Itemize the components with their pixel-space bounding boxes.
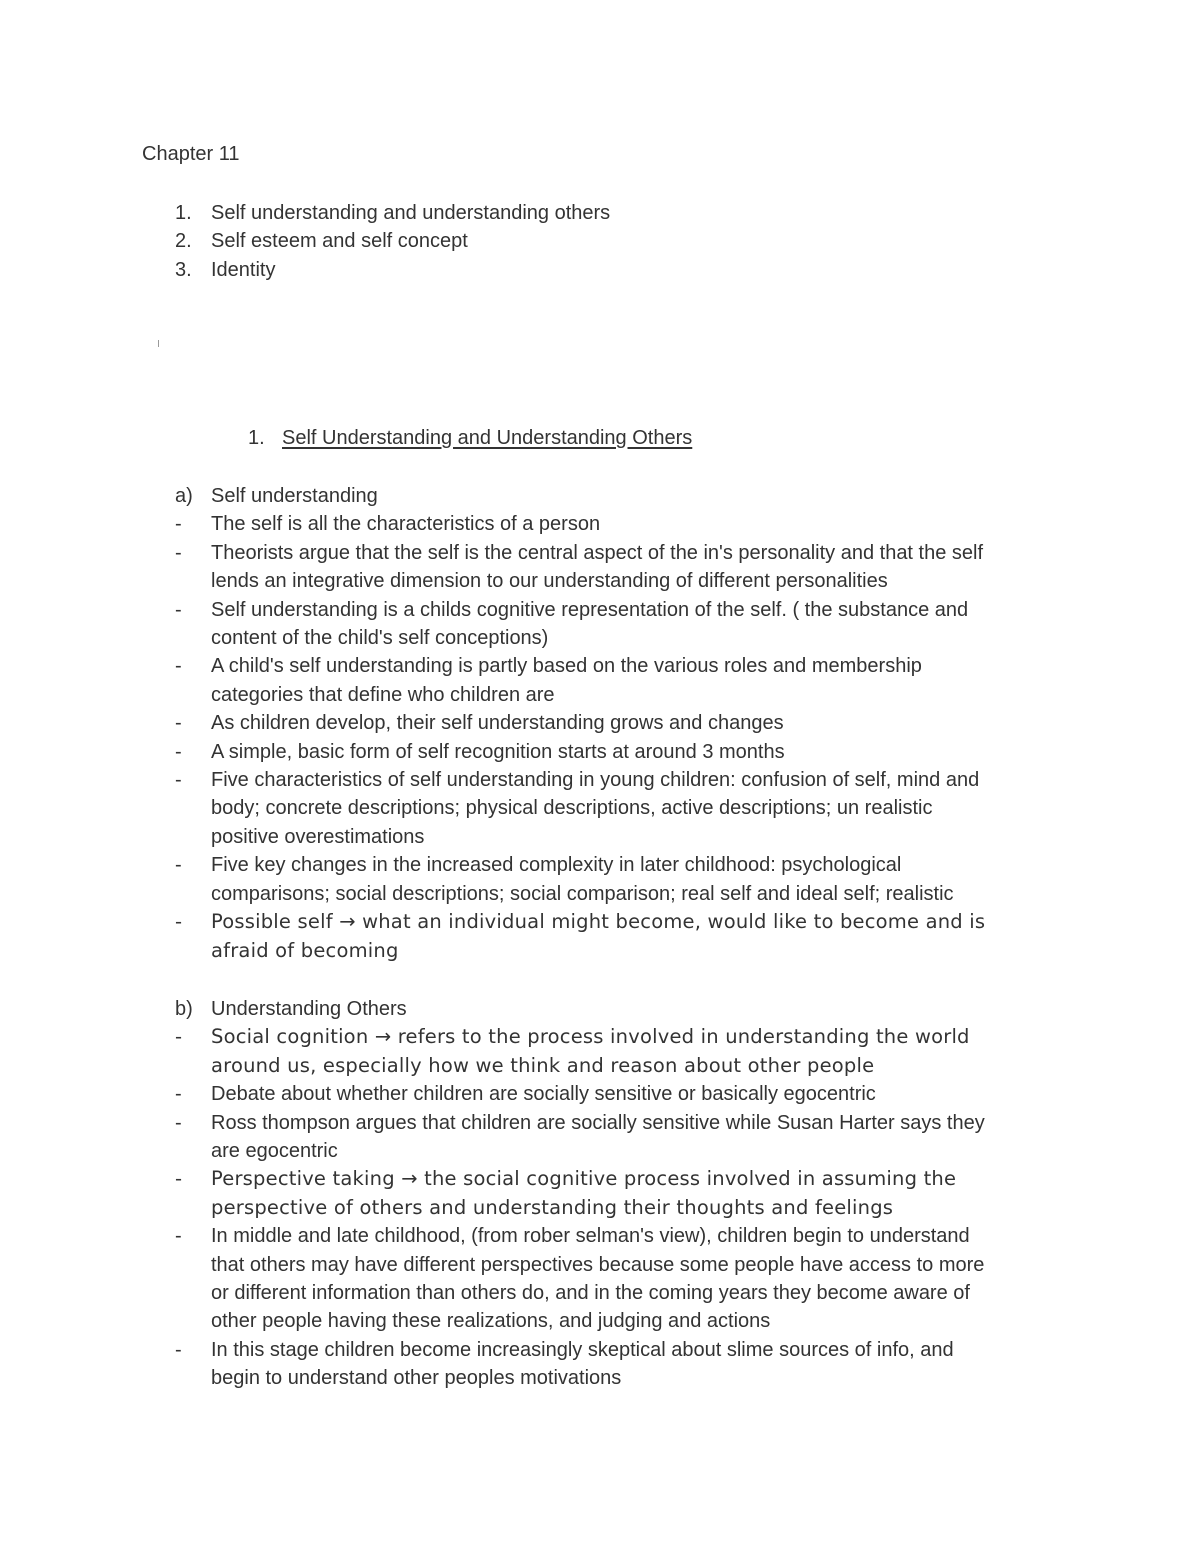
bullet-text: In this stage children become increasingly skeptical about slime sources of info, and <box>211 1338 954 1361</box>
bullet-item <box>175 1222 1075 1336</box>
dash-marker: - <box>175 1225 182 1248</box>
bullet-line <box>175 709 1075 737</box>
bullet-text: Ross thompson argues that children are socially sensitive while Susan Harter says they <box>211 1111 985 1134</box>
bullet-line <box>175 1109 1075 1137</box>
bullet-text: Self understanding is a childs cognitive representation of the self. ( the substance and <box>211 598 969 621</box>
bullet-text: Five key changes in the increased complexity in later childhood: psychological <box>211 854 902 877</box>
bullet-text: comparisons; social descriptions; social comparison; real self and ideal self; realistic <box>211 882 954 905</box>
toc-item <box>175 227 610 255</box>
toc-item <box>175 256 610 284</box>
bullet-text: In middle and late childhood, (from rober selman's view), children begin to understand <box>211 1225 970 1248</box>
bullet-text: other people having these realizations, and judging and actions <box>211 1310 771 1333</box>
toc-item <box>175 199 610 227</box>
bullet-line <box>175 937 1075 965</box>
bullet-item <box>175 652 1075 709</box>
bullet-line <box>175 766 1075 794</box>
bullet-line <box>175 652 1075 680</box>
subsection-marker: a) <box>175 485 193 507</box>
bullet-text: around us, especially how we think and reason about other people <box>211 1053 875 1077</box>
bullet-text: lends an integrative dimension to our understanding of different personalities <box>211 570 888 593</box>
subsection-heading <box>175 995 1075 1023</box>
table-of-contents <box>175 199 610 284</box>
dash-marker: - <box>175 1111 182 1134</box>
bullet-text: are egocentric <box>211 1140 338 1163</box>
bullet-line <box>175 681 1075 709</box>
bullet-line <box>175 1194 1075 1222</box>
bullet-line <box>175 1336 1075 1364</box>
bullet-line <box>175 823 1075 851</box>
bullet-item <box>175 1023 1075 1080</box>
bullet-item <box>175 1080 1075 1108</box>
dash-marker: - <box>175 712 182 735</box>
section-heading-number: 1. <box>248 427 265 449</box>
bullet-line <box>175 1137 1075 1165</box>
subsection-heading-text: Understanding Others <box>211 998 407 1020</box>
bullet-item <box>175 1109 1075 1166</box>
bullet-text: Possible self → what an individual might become, would like to become and is <box>211 910 986 934</box>
bullet-line <box>175 567 1075 595</box>
bullet-text: or different information than others do, and in the coming years they become aware of <box>211 1282 970 1305</box>
bullet-text: afraid of becoming <box>211 938 399 962</box>
bullet-line <box>175 1080 1075 1108</box>
bullet-line <box>175 596 1075 624</box>
bullet-text: Social cognition → refers to the process involved in understanding the world <box>211 1025 970 1049</box>
section-self-understanding <box>175 482 1075 965</box>
bullet-text: perspective of others and understanding their thoughts and feelings <box>211 1195 894 1219</box>
bullet-item <box>175 908 1075 965</box>
bullet-line <box>175 624 1075 652</box>
dash-marker: - <box>175 655 182 678</box>
section-heading-text: Self Understanding and Understanding Others <box>282 427 693 449</box>
bullet-line <box>175 1052 1075 1080</box>
toc-item-number: 3. <box>175 258 192 281</box>
bullet-text: A child's self understanding is partly based on the various roles and membership <box>211 655 922 678</box>
dash-marker: - <box>175 541 182 564</box>
toc-item-text: Self esteem and self concept <box>211 230 468 253</box>
bullet-item <box>175 539 1075 596</box>
toc-item-number: 1. <box>175 202 192 224</box>
bullet-text: begin to understand other peoples motivations <box>211 1367 622 1390</box>
bullet-text: A simple, basic form of self recognition starts at around 3 months <box>211 740 785 763</box>
dash-marker: - <box>175 1167 183 1191</box>
bullet-line <box>175 1222 1075 1250</box>
bullet-item <box>175 596 1075 653</box>
cursor-mark <box>158 340 159 347</box>
bullet-text: As children develop, their self understanding grows and changes <box>211 712 784 735</box>
bullet-text: body; concrete descriptions; physical descriptions, active descriptions; un realistic <box>211 797 933 820</box>
bullet-line <box>175 880 1075 908</box>
bullet-text: content of the child's self conceptions) <box>211 627 549 650</box>
bullet-line <box>175 1279 1075 1307</box>
dash-marker: - <box>175 1338 182 1361</box>
bullet-item <box>175 510 1075 538</box>
dash-marker: - <box>175 910 183 934</box>
subsection-heading-text: Self understanding <box>211 485 378 507</box>
bullet-text: categories that define who children are <box>211 683 555 706</box>
bullet-text: The self is all the characteristics of a person <box>211 513 601 536</box>
dash-marker: - <box>175 740 182 763</box>
bullet-item <box>175 766 1075 851</box>
bullet-text: positive overestimations <box>211 825 425 848</box>
bullet-item <box>175 851 1075 908</box>
bullet-text: that others may have different perspectives because some people have access to more <box>211 1253 985 1276</box>
subsection-marker: b) <box>175 998 193 1020</box>
dash-marker: - <box>175 854 182 877</box>
bullet-line <box>175 1251 1075 1279</box>
toc-item-number: 2. <box>175 230 192 253</box>
bullet-line <box>175 1165 1075 1193</box>
bullet-item <box>175 1165 1075 1222</box>
page-title: Chapter 11 <box>142 143 240 165</box>
bullet-text: Debate about whether children are socially sensitive or basically egocentric <box>211 1083 876 1106</box>
section-understanding-others <box>175 995 1075 1393</box>
subsection-heading <box>175 482 1075 510</box>
bullet-line <box>175 539 1075 567</box>
dash-marker: - <box>175 1083 182 1106</box>
bullet-item <box>175 709 1075 737</box>
dash-marker: - <box>175 769 182 792</box>
bullet-line <box>175 908 1075 936</box>
bullet-line <box>175 1364 1075 1392</box>
bullet-line <box>175 1307 1075 1335</box>
bullet-text: Perspective taking → the social cognitive process involved in assuming the <box>211 1167 957 1191</box>
toc-item-text: Identity <box>211 258 276 281</box>
toc-item-text: Self understanding and understanding others <box>211 202 611 224</box>
bullet-line <box>175 1023 1075 1051</box>
bullet-item <box>175 1336 1075 1393</box>
bullet-text: Five characteristics of self understanding in young children: confusion of self, mind and <box>211 769 980 792</box>
dash-marker: - <box>175 1025 183 1049</box>
bullet-item <box>175 738 1075 766</box>
bullet-line <box>175 794 1075 822</box>
bullet-line <box>175 738 1075 766</box>
dash-marker: - <box>175 598 182 621</box>
bullet-line <box>175 851 1075 879</box>
dash-marker: - <box>175 513 182 536</box>
bullet-text: Theorists argue that the self is the central aspect of the in's personality and that the self <box>211 541 984 564</box>
bullet-line <box>175 510 1075 538</box>
